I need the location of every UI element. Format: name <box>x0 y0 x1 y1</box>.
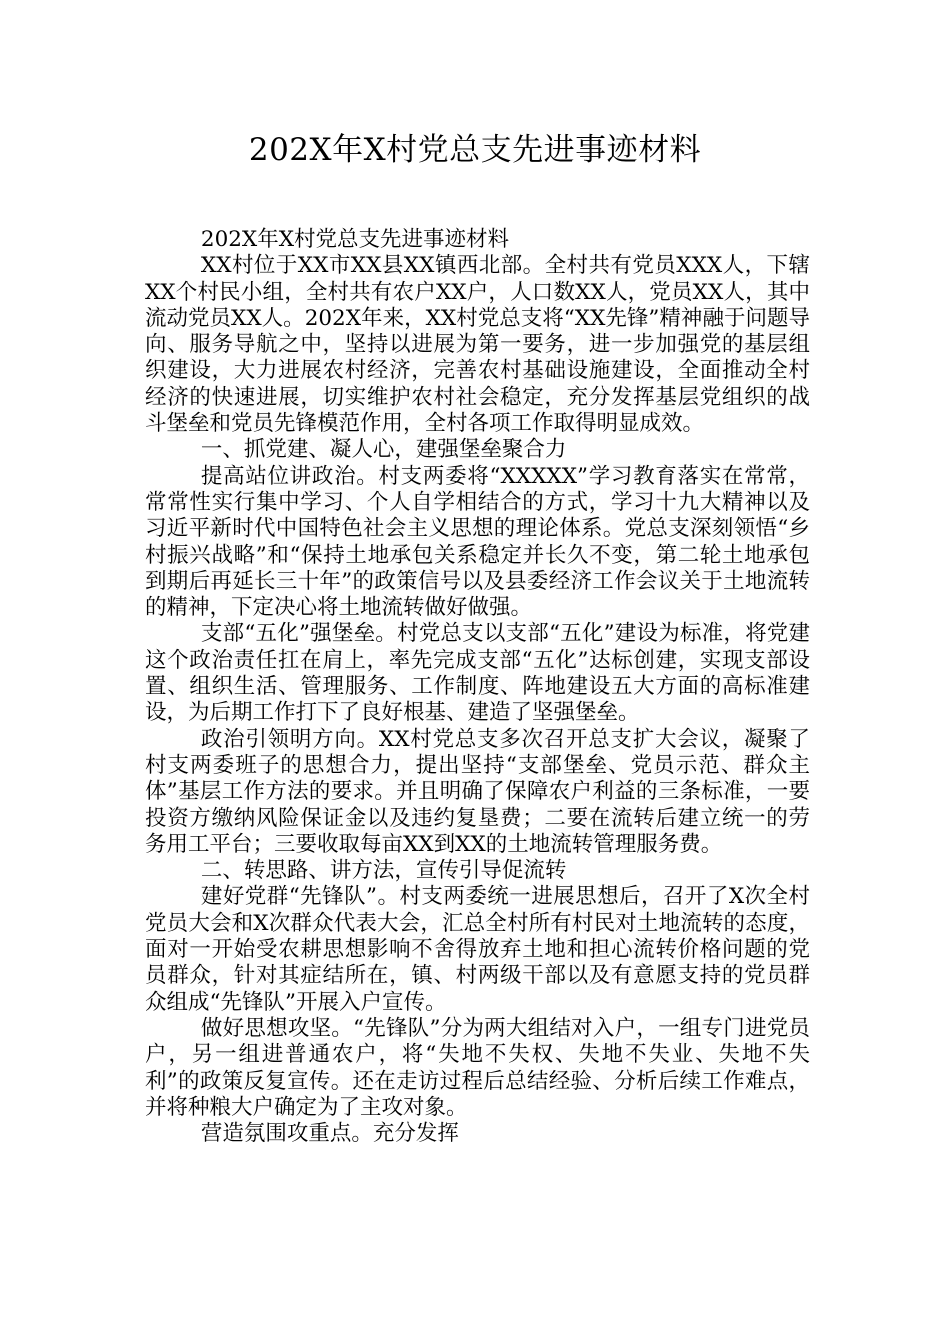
section-heading-1: 一、抓党建、凝人心，建强堡垒聚合力 <box>200 437 567 463</box>
section-heading-2: 二、转思路、讲方法，宣传引导促流转 <box>200 858 567 884</box>
paragraph-repeat-title: 202X年X村党总支先进事迹材料 <box>200 227 510 252</box>
paragraph-atmosphere: 营造氛围攻重点。充分发挥 <box>200 1121 459 1147</box>
document-title: 202X年X村党总支先进事迹材料 <box>248 132 702 168</box>
paragraph-political-study: 提高站位讲政治。村支两委将“XXXXX”学习教育落实在常常，常常性实行集中学习、个人自学相结合的方式，学习十九大精神以及习近平新时代中国特色社会主义思想的理论体系。党总支深刻领悟“乡村振兴战略”和“保持土地承包关系稳定并长久不变，第二轮土地承包到期后再延长三十年”的政策信号以及县委经济工作会议关于土地流转的精神，下定决心将土地流转做好做强。 <box>145 463 810 621</box>
paragraph-branch-five-standards: 支部“五化”强堡垒。村党总支以支部“五化”建设为标准，将党建这个政治责任扛在肩上，率先完成支部“五化”达标创建，实现支部设置、组织生活、管理服务、工作制度、阵地建设五大方面的高标准建设，为后期工作打下了良好根基、建造了坚强堡垒。 <box>145 621 810 726</box>
paragraph-village-overview: XX村位于XX市XX县XX镇西北部。全村共有党员XXX人，下辖XX个村民小组，全村共有农户XX户，人口数XX人，党员XX人，其中流动党员XX人。202X年来，XX村党总支将“XX先锋”精神融于问题导向、服务导航之中，坚持以进展为第一要务，进一步加强党的基层组织建设，大力进展农村经济，完善农村基础设施建设，全面推动全村经济的快速进展，切实维护农村社会稳定，充分发挥基层党组织的战斗堡垒和党员先锋模范作用，全村各项工作取得明显成效。 <box>145 253 810 437</box>
paragraph-vanguard-team: 建好党群“先锋队”。村支两委统一进展思想后，召开了X次全村党员大会和X次群众代表大会，汇总全村所有村民对土地流转的态度，面对一开始受农耕思想影响不舍得放弃土地和担心流转价格问题的党员群众，针对其症结所在，镇、村两级干部以及有意愿支持的党员群众组成“先锋队”开展入户宣传。 <box>145 884 810 1015</box>
paragraph-ideological-work: 做好思想攻坚。“先锋队”分为两大组结对入户，一组专门进党员户，另一组进普通农户，将“失地不失权、失地不失业、失地不失利”的政策反复宣传。还在走访过程后总结经验、分析后续工作难点，并将种粮大户确定为了主攻对象。 <box>145 1015 810 1120</box>
paragraph-political-guidance: 政治引领明方向。XX村党总支多次召开总支扩大会议，凝聚了村支两委班子的思想合力，提出坚持“支部堡垒、党员示范、群众主体”基层工作方法的要求。并且明确了保障农户利益的三条标准，一要投资方缴纳风险保证金以及违约复垦费；二要在流转后建立统一的劳务用工平台；三要收取每亩XX到XX的土地流转管理服务费。 <box>145 726 810 857</box>
document-body <box>145 227 810 1147</box>
